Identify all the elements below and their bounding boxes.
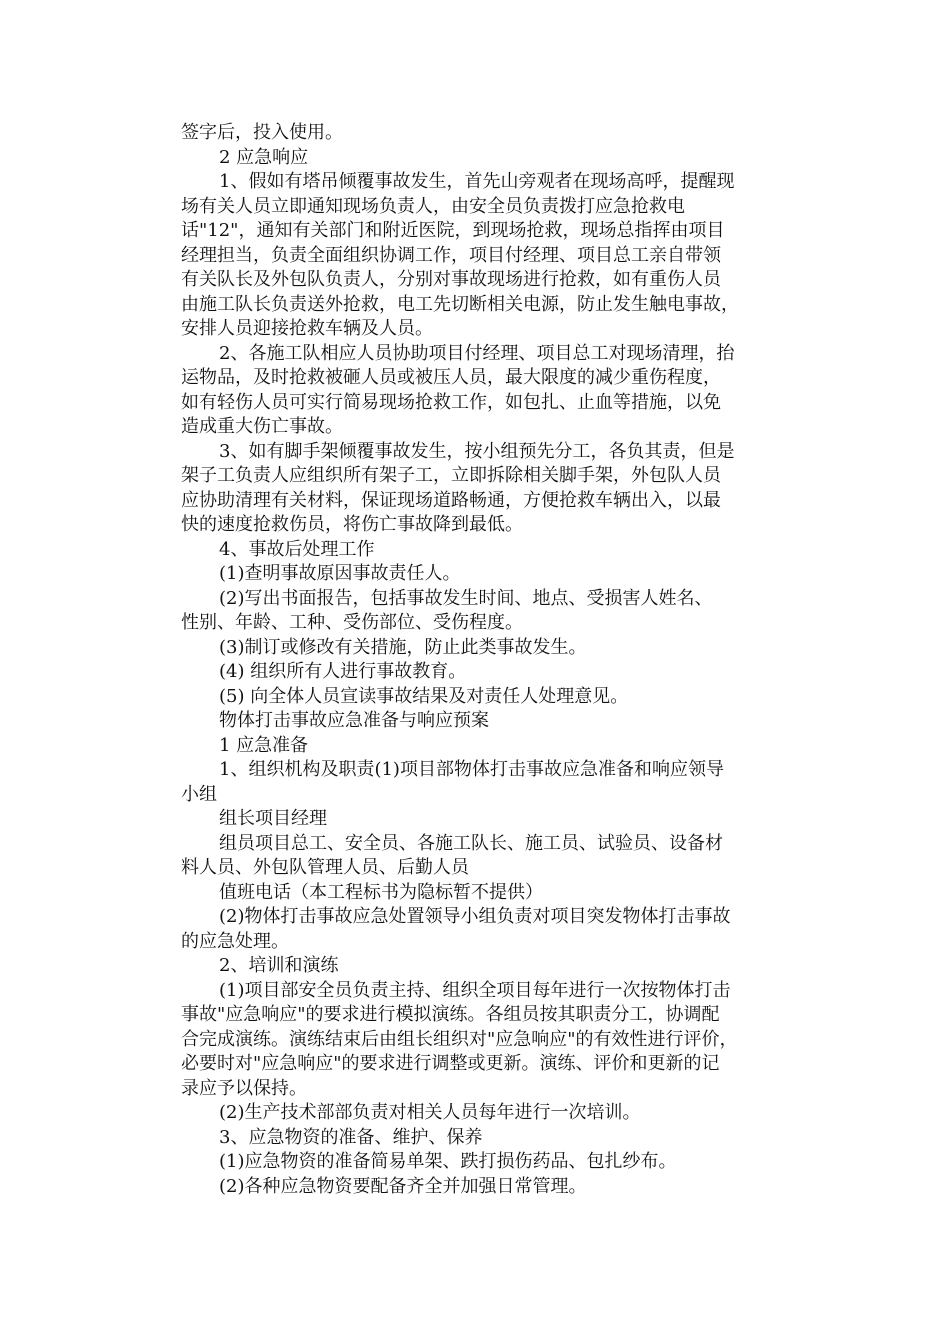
text-line: (3)制订或修改有关措施，防止此类事故发生。 xyxy=(219,636,587,658)
text-line: 1、假如有塔吊倾覆事故发生，首先山旁观者在现场高呼，提醒现 xyxy=(219,171,735,192)
text-line: 4、事故后处理工作 xyxy=(219,538,375,560)
text-line: 由施工队长负责送外抢救，电工先切断相关电源，防止发生触电事故， xyxy=(181,293,739,315)
text-line: 话"12"，通知有关部门和附近医院，到现场抢救，现场总指挥由项目 xyxy=(181,220,725,241)
text-line: 架子工负责人应组织所有架子工，立即拆除相关脚手架，外包队人员 xyxy=(181,465,721,486)
text-line: (1)项目部安全员负责主持、组织全项目每年进行一次按物体打击 xyxy=(219,979,731,1001)
text-line: 组员项目总工、安全员、各施工队长、施工员、试验员、设备材 xyxy=(219,832,723,854)
text-line: 小组 xyxy=(181,783,217,805)
text-line: 必要时对"应急响应"的要求进行调整或更新。演练、评价和更新的记 xyxy=(181,1053,720,1074)
document-body xyxy=(181,121,771,1199)
text-line: 1 应急准备 xyxy=(219,734,309,756)
text-line: 如有轻伤人员可实行简易现场抢救工作，如包扎、止血等措施，以免 xyxy=(181,391,721,413)
text-line: 事故"应急响应"的要求进行模拟演练。各组员按其职责分工，协调配 xyxy=(181,1004,720,1025)
text-line: 签字后，投入使用。 xyxy=(181,122,343,143)
text-line: 3、应急物资的准备、维护、保养 xyxy=(219,1126,483,1148)
text-line: (5) 向全体人员宣读事故结果及对责任人处理意见。 xyxy=(219,685,629,707)
text-line: (1)应急物资的准备简易单架、跌打损伤药品、包扎纱布。 xyxy=(219,1151,677,1172)
text-line: 录应予以保持。 xyxy=(181,1077,307,1099)
text-line: 合完成演练。演练结束后由组长组织对"应急响应"的有效性进行评价， xyxy=(181,1028,738,1050)
text-line: (2)各种应急物资要配备齐全并加强日常管理。 xyxy=(219,1175,587,1197)
text-line: 值班电话（本工程标书为隐标暂不提供） xyxy=(219,881,543,903)
text-line: (1)查明事故原因事故责任人。 xyxy=(219,563,461,584)
text-line: 应协助清理有关材料，保证现场道路畅通，方便抢救车辆出入，以最 xyxy=(181,489,721,511)
text-line: (2)写出书面报告，包括事故发生时间、地点、受损害人姓名、 xyxy=(219,587,713,609)
text-line: 组长项目经理 xyxy=(219,808,327,829)
text-line: 性别、年龄、工种、受伤部位、受伤程度。 xyxy=(181,612,523,633)
text-line: 经理担当，负责全面组织协调工作，项目付经理、项目总工亲自带领 xyxy=(181,244,721,266)
text-line: 料人员、外包队管理人员、后勤人员 xyxy=(181,857,469,878)
text-line: (2)生产技术部部负责对相关人员每年进行一次培训。 xyxy=(219,1102,641,1123)
text-line: 快的速度抢救伤员，将伤亡事故降到最低。 xyxy=(181,514,523,535)
text-line: 3、如有脚手架倾覆事故发生，按小组预先分工，各负其责，但是 xyxy=(219,440,735,462)
text-line: 有关队长及外包队负责人，分别对事故现场进行抢救，如有重伤人员 xyxy=(181,269,721,290)
text-line: 物体打击事故应急准备与响应预案 xyxy=(219,710,489,731)
text-line: 1、组织机构及职责(1)项目部物体打击事故应急准备和响应领导 xyxy=(219,759,724,780)
text-line: (2)物体打击事故应急处置领导小组负责对项目突发物体打击事故 xyxy=(219,906,731,927)
text-line: 场有关人员立即通知现场负责人，由安全员负责拨打应急抢救电 xyxy=(181,195,685,217)
text-line: 安排人员迎接抢救车辆及人员。 xyxy=(181,318,433,339)
text-line: 2 应急响应 xyxy=(219,146,309,168)
text-line: 2、培训和演练 xyxy=(219,955,339,976)
text-line: 的应急处理。 xyxy=(181,930,289,952)
text-line: 2、各施工队相应人员协助项目付经理、项目总工对现场清理，抬 xyxy=(219,342,735,364)
text-line: 运物品，及时抢救被砸人员或被压人员，最大限度的减少重伤程度， xyxy=(181,367,721,388)
text-line: (4) 组织所有人进行事故教育。 xyxy=(219,661,467,682)
text-line: 造成重大伤亡事故。 xyxy=(181,416,343,437)
